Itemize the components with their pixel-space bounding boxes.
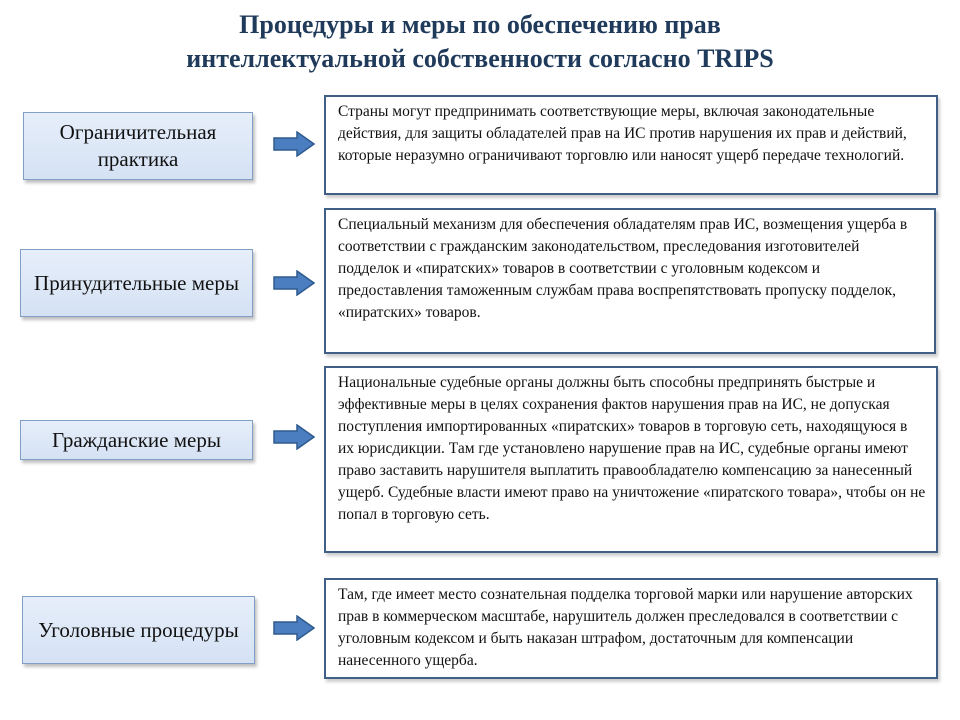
title-line-2: интеллектуальной собственности согласно TRIPS xyxy=(186,44,774,73)
desc-text: Там, где имеет место сознательная подделка торговой марки или нарушение авторских прав в коммерческом масштабе, нарушитель должен преследовался в соответствии с уголовным кодексом и быть наказан штрафом, достаточным для компенсации нанесенного ущерба. xyxy=(338,586,913,669)
desc-enforcement-measures xyxy=(324,208,936,354)
label-text: Гражданские меры xyxy=(52,427,221,452)
label-enforcement-measures xyxy=(20,249,253,317)
label-civil-measures xyxy=(20,420,253,460)
desc-text: Национальные судебные органы должны быть способны предпринять быстрые и эффективные меры в целях сохранения фактов нарушения прав на ИС, не допуская поступления импортированных «пиратских» товаров в торговую сеть, находящуюся в их юрисдикции. Там где установлено нарушение прав на ИС, судебные органы имеют право заставить нарушителя выплатить правообладателю компенсацию за нанесенный ущерб. Судебные власти имеют право на уничтожение «пиратского товара», чтобы он не попал в торговую сеть. xyxy=(338,374,926,523)
label-criminal-procedures xyxy=(22,596,255,664)
label-text: Принудительные меры xyxy=(34,270,239,295)
desc-restrictive-practice xyxy=(324,95,938,195)
right-arrow-icon xyxy=(273,131,315,157)
label-text: Уголовные процедуры xyxy=(38,617,239,642)
right-arrow-icon xyxy=(273,270,315,296)
desc-criminal-procedures xyxy=(324,578,938,679)
desc-text: Специальный механизм для обеспечения обладателям прав ИС, возмещения ущерба в соответствии с гражданским законодательством, преследования изготовителей подделок и «пиратских» товаров в соответствии с уголовным кодексом и предоставления таможенным службам права воспрепятствовать пропуску подделок, «пиратских» товаров. xyxy=(338,216,908,321)
desc-text: Страны могут предпринимать соответствующие меры, включая законодательные действия, для защиты обладателей прав на ИС против нарушения их прав и действий, которые неразумно ограничивают торговлю или наносят ущерб передаче технологий. xyxy=(338,103,907,164)
label-text: Ограничительная практика xyxy=(59,120,217,171)
right-arrow-icon xyxy=(273,424,315,450)
desc-civil-measures xyxy=(324,366,938,553)
label-restrictive-practice xyxy=(23,112,253,180)
title-line-1: Процедуры и меры по обеспечению прав xyxy=(239,10,721,39)
page-title xyxy=(0,8,960,76)
right-arrow-icon xyxy=(273,615,315,641)
